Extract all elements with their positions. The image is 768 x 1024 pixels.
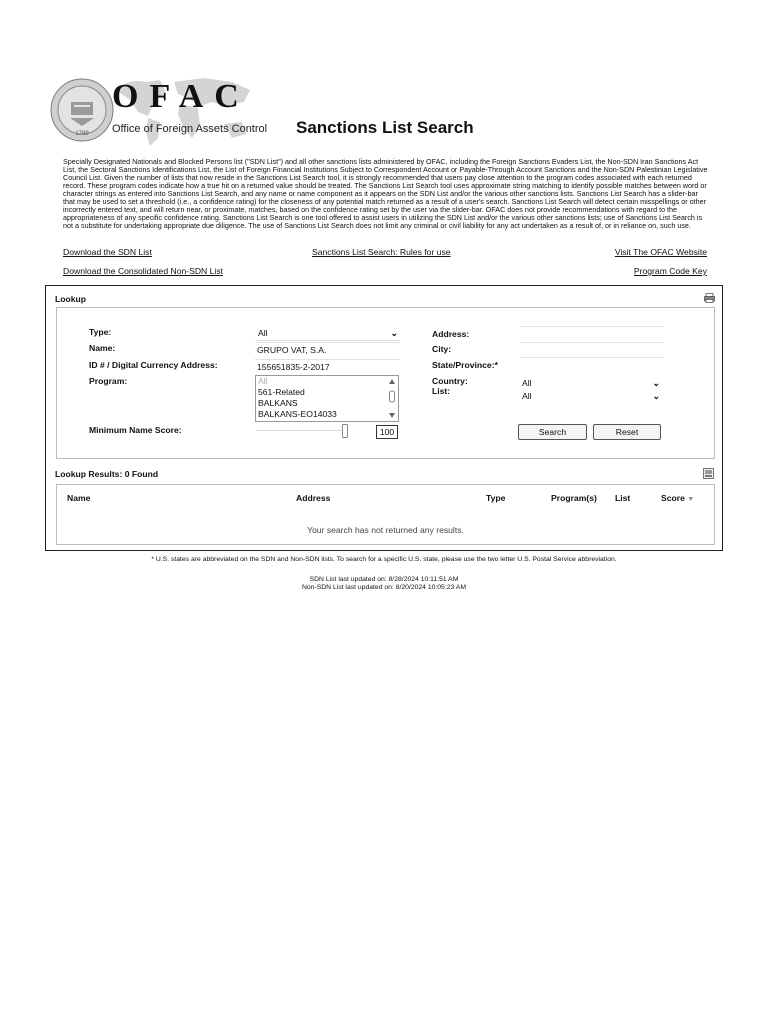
list-update-info — [0, 576, 768, 591]
type-label: Type: — [89, 327, 112, 337]
page-title: Sanctions List Search — [296, 118, 474, 137]
program-label: Program: — [89, 376, 128, 386]
intro-paragraph: Specially Designated Nationals and Blocked Persons list ("SDN List") and all other sanctions lists administered by OFAC, including the Foreign Sanctions Evaders List, the Non-SDN Iran Sanctions Act List, the Sectoral Sanctions Identifications List, the List of Foreign Financial Institutions Subject to Correspondent Account or Payable-Through Account Sanctions and the Non-SDN Palestinian Legislative Council List. Given the number of lists that now reside in the Sanctions List Search tool, it is strongly recommended that users pay close attention to the program codes associated with each returned record. These program codes indicate how a true hit on a returned value should be treated. The Sanctions List Search tool uses approximate string matching to identify possible matches between word or character strings as entered into Sanctions List Search, and any name or name component as it appears on the SDN List and/or the various other sanctions lists. Sanctions List Search has a slider-bar that may be used to set a threshold (i.e., a confidence rating) for the closeness of any potential match returned as a result of a user's search. Sanctions List Search will detect certain misspellings or other incorrectly entered text, and will return near, or proximate, matches, based on the confidence rating set by the user via the slider-bar. OFAC does not provide recommendations with regard to the appropriateness of any specific confidence rating. Sanctions List Search is one tool offered to assist users in utilizing the SDN List and/or the various other sanctions lists; use of Sanctions List Search is not a substitute for undertaking appropriate due diligence. The use of Sanctions List Search does not limit any criminal or civil liability for any act undertaken as a result of, or in reliance on, such use. — [63, 157, 708, 231]
country-label: Country: — [432, 376, 468, 386]
program-option[interactable]: All — [258, 376, 268, 386]
type-select-value: All — [258, 328, 268, 338]
city-input[interactable] — [520, 342, 664, 356]
list-select[interactable] — [520, 390, 662, 402]
rules-for-use-link[interactable]: Sanctions List Search: Rules for use — [312, 247, 451, 257]
download-consolidated-link[interactable]: Download the Consolidated Non-SDN List — [63, 266, 224, 276]
program-code-key-link[interactable]: Program Code Key — [633, 266, 707, 276]
state-input[interactable] — [520, 357, 664, 371]
chevron-down-icon: ⌄ — [652, 391, 660, 401]
scroll-thumb — [390, 391, 395, 402]
column-header-address[interactable]: Address — [296, 493, 331, 503]
min-score-input[interactable]: 100 — [376, 425, 398, 439]
seal-year: 1789 — [75, 131, 89, 137]
results-title: Lookup Results: 0 Found — [55, 469, 159, 479]
ofac-wordmark: OFAC — [112, 78, 250, 115]
state-label: State/Province:* — [432, 360, 498, 370]
lookup-title: Lookup — [55, 294, 87, 304]
states-footnote: * U.S. states are abbreviated on the SDN and Non-SDN lists. To search for a specific U.S. state, please use the two letter U.S. Postal Service abbreviation. — [151, 556, 617, 563]
id-label: ID # / Digital Currency Address: — [89, 360, 218, 370]
search-button[interactable]: Search — [518, 424, 587, 440]
city-label: City: — [432, 344, 452, 354]
address-input[interactable] — [520, 326, 664, 340]
program-option[interactable]: BALKANS-EO14033 — [258, 409, 337, 419]
column-header-programs[interactable]: Program(s) — [551, 493, 597, 503]
print-icon[interactable] — [704, 293, 715, 303]
ofac-subtitle: Office of Foreign Assets Control — [112, 123, 268, 135]
column-header-name[interactable]: Name — [67, 493, 91, 503]
chevron-down-icon: ⌄ — [652, 378, 660, 388]
min-score-label: Minimum Name Score: — [89, 425, 182, 435]
chevron-down-icon: ⌄ — [390, 328, 398, 338]
program-option[interactable]: BALKANS — [258, 398, 298, 408]
reset-button[interactable]: Reset — [593, 424, 661, 440]
visit-ofac-link[interactable]: Visit The OFAC Website — [614, 247, 707, 257]
program-listbox[interactable] — [255, 375, 399, 422]
program-option[interactable]: 561-Related — [258, 387, 305, 397]
address-label: Address: — [432, 329, 470, 339]
country-select[interactable] — [520, 377, 662, 389]
name-input[interactable]: GRUPO VAT, S.A. — [255, 342, 400, 358]
program-scrollbar[interactable] — [386, 376, 398, 421]
column-header-type[interactable]: Type — [486, 493, 506, 503]
scroll-down-icon — [389, 413, 395, 418]
country-select-value: All — [522, 378, 532, 388]
ofac-logo — [48, 72, 268, 154]
export-icon[interactable] — [703, 468, 714, 479]
list-label: List: — [432, 386, 451, 396]
empty-results-message: Your search has not returned any results. — [307, 525, 464, 535]
column-header-score-label: Score — [661, 493, 685, 503]
scroll-up-icon — [389, 379, 395, 384]
list-select-value: All — [522, 391, 532, 401]
sdn-updated-text: SDN List last updated on: 8/28/2024 10:11:51 AM — [309, 576, 459, 583]
column-header-list[interactable]: List — [615, 493, 631, 503]
download-sdn-link[interactable]: Download the SDN List — [63, 247, 152, 257]
column-header-score[interactable] — [661, 493, 694, 503]
min-score-slider-track[interactable] — [256, 430, 348, 431]
name-label: Name: — [89, 343, 116, 353]
sort-down-icon: ▼ — [687, 496, 695, 503]
nonsdn-updated-text: Non-SDN List last updated on: 8/20/2024 10:05:23 AM — [302, 583, 466, 591]
min-score-slider-thumb[interactable] — [342, 424, 348, 438]
type-select[interactable] — [256, 327, 400, 341]
id-input[interactable]: 155651835-2-2017 — [255, 359, 400, 375]
treasury-seal-icon — [50, 78, 114, 142]
